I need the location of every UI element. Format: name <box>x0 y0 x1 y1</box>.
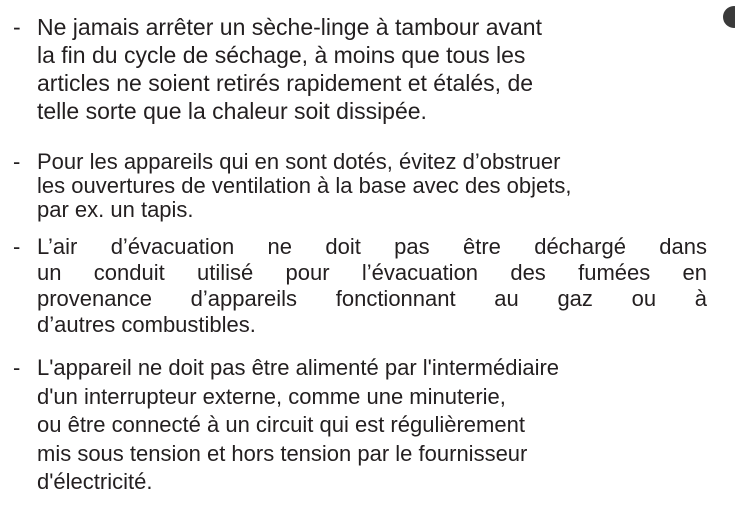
instruction-line: Pour les appareils qui en sont dotés, évitez d’obstruer <box>37 149 561 174</box>
instruction-line: mis sous tension et hors tension par le fournisseur <box>37 440 528 466</box>
bullet-dash: - <box>13 355 21 380</box>
instruction-line: provenance d’appareils fonctionnant au gaz ou à <box>37 286 707 311</box>
instruction-line: telle sorte que la chaleur soit dissipée. <box>37 98 427 124</box>
page-corner-mark <box>723 6 735 28</box>
safety-instruction-dryer-cycle <box>0 13 718 125</box>
instruction-line: par ex. un tapis. <box>37 197 194 222</box>
instruction-line: L'appareil ne doit pas être alimenté par l'intermédiaire <box>37 355 560 380</box>
bullet-dash: - <box>13 149 21 174</box>
instruction-line: d'un interrupteur externe, comme une minuterie, <box>37 383 506 409</box>
instruction-line: d'électricité. <box>37 469 153 494</box>
instruction-line: L’air d’évacuation ne doit pas être déchargé dans <box>37 234 707 259</box>
instruction-line: d’autres combustibles. <box>37 312 256 337</box>
safety-instruction-power-supply <box>0 354 730 497</box>
instruction-line: les ouvertures de ventilation à la base avec des objets, <box>37 173 572 198</box>
bullet-dash: - <box>13 234 21 259</box>
instruction-line: articles ne soient retirés rapidement et étalés, de <box>37 70 534 96</box>
instruction-line: la fin du cycle de séchage, à moins que tous les <box>37 42 526 68</box>
instruction-line: Ne jamais arrêter un sèche-linge à tambour avant <box>37 14 542 40</box>
instruction-line: un conduit utilisé pour l’évacuation des fumées en <box>37 260 707 285</box>
safety-instruction-ventilation <box>0 150 718 222</box>
safety-instruction-exhaust-air <box>0 234 718 338</box>
bullet-dash: - <box>13 14 21 40</box>
instruction-line: ou être connecté à un circuit qui est régulièrement <box>37 412 525 437</box>
